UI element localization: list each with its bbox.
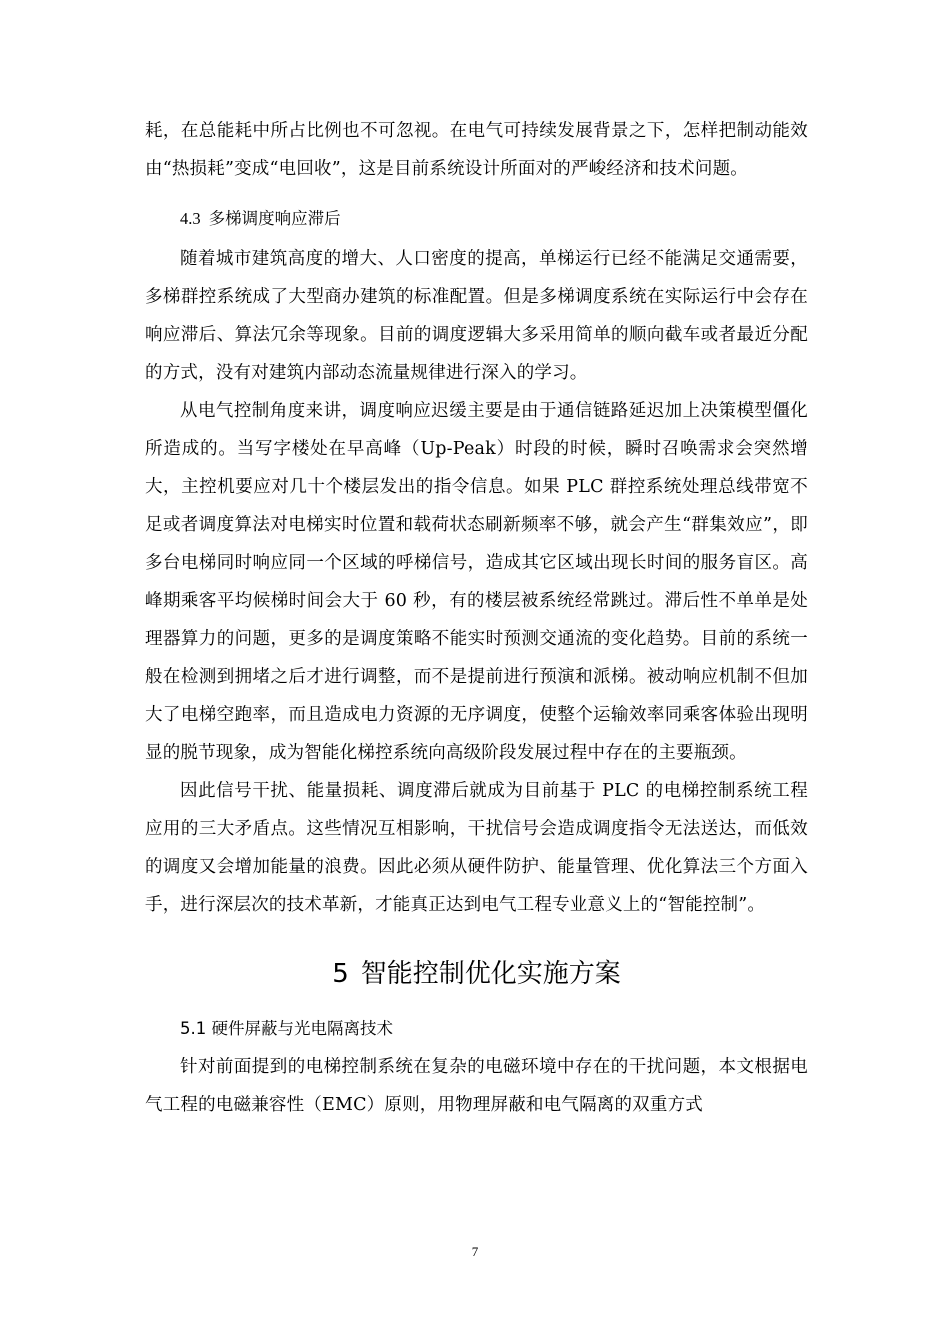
section-heading-5-1: 5.1 硬件屏蔽与光电隔离技术 [180,1019,393,1038]
section-number: 4.3 [180,209,201,228]
chapter-title: 智能控制优化实施方案 [360,959,621,989]
chapter-heading-5 [145,952,808,996]
paragraph: 针对前面提到的电梯控制系统在复杂的电磁环境中存在的干扰问题，本文根据电气工程的电磁兼容性（EMC）原则，用物理屏蔽和电气隔离的双重方式 [145,1057,808,1115]
paragraph: 从电气控制角度来讲，调度响应迟缓主要是由于通信链路延迟加上决策模型僵化所造成的。当写字楼处在早高峰（Up-Peak）时段的时候，瞬时召唤需求会突然增大，主控机要应对几十个楼层发出的指令信息。如果 PLC 群控系统处理总线带宽不足或者调度算法对电梯实时位置和载荷状态刷新频率不够，就会产生“群集效应”，即多台电梯同时响应同一个区域的呼梯信号，造成其它区域出现长时间的服务盲区。高峰期乘客平均候梯时间会大于 60 秒，有的楼层被系统经常跳过。滞后性不单单是处理器算力的问题，更多的是调度策略不能实时预测交通流的变化趋势。目前的系统一般在检测到拥堵之后才进行调整，而不是提前进行预演和派梯。被动响应机制不但加大了电梯空跑率，而且造成电力资源的无序调度，使整个运输效率同乘客体验出现明显的脱节现象，成为智能化梯控系统向高级阶段发展过程中存在的主要瓶颈。 [145,401,808,763]
page-number: 7 [471,1244,479,1259]
paragraph: 因此信号干扰、能量损耗、调度滞后就成为目前基于 PLC 的电梯控制系统工程应用的三大矛盾点。这些情况互相影响，干扰信号会造成调度指令无法送达，而低效的调度又会增加能量的浪费。因此必须从硬件防护、能量管理、优化算法三个方面入手，进行深层次的技术革新，才能真正达到电气工程专业意义上的“智能控制”。 [145,781,808,915]
chapter-number: 5 [332,959,349,989]
section-title: 多梯调度响应滞后 [208,209,341,228]
section-heading-4-3 [180,200,808,238]
paragraph-continuation: 耗，在总能耗中所占比例也不可忽视。在电气可持续发展背景之下，怎样把制动能效由“热损耗”变成“电回收”，这是目前系统设计所面对的严峻经济和技术问题。 [145,121,808,179]
paragraph: 随着城市建筑高度的增大、人口密度的提高，单梯运行已经不能满足交通需要，多梯群控系统成了大型商办建筑的标准配置。但是多梯调度系统在实际运行中会存在响应滞后、算法冗余等现象。目前的调度逻辑大多采用简单的顺向截车或者最近分配的方式，没有对建筑内部动态流量规律进行深入的学习。 [145,249,808,383]
page-content [145,112,808,1124]
